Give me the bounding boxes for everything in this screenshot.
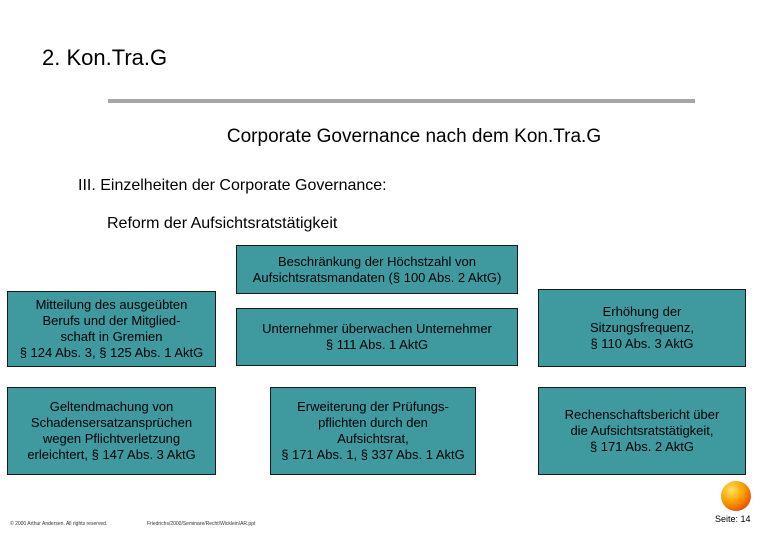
box-mitteilung-beruf	[7, 291, 216, 367]
box-unternehmer-ueberwachen	[236, 308, 518, 366]
box-pruefungspflichten-text: Erweiterung der Prüfungs- pflichten durch den Aufsichtsrat, § 171 Abs. 1, § 337 Abs. 1 AktG	[281, 399, 465, 462]
topic-heading: Reform der Aufsichtsratstätigkeit	[107, 215, 338, 232]
slide-subtitle: Corporate Governance nach dem Kon.Tra.G	[226, 126, 602, 147]
orange-sphere-logo	[721, 481, 751, 511]
box-schadensersatz	[7, 387, 216, 475]
box-mitteilung-beruf-text: Mitteilung des ausgeübten Berufs und der Mitglied- schaft in Gremien § 124 Abs. 3, § 125 Abs. 1 AktG	[19, 297, 204, 360]
box-sitzungsfrequenz	[538, 289, 746, 367]
box-rechenschaftsbericht-text: Rechenschaftsbericht über die Aufsichtsratstätigkeit, § 171 Abs. 2 AktG	[564, 407, 720, 454]
box-sitzungsfrequenz-text: Erhöhung der Sitzungsfrequenz, § 110 Abs. 3 AktG	[589, 304, 695, 351]
footer-copyright: © 2000 Arthur Andersen. All rights reserved.	[10, 521, 108, 527]
page-number: Seite: 14	[715, 514, 751, 524]
slide-title: 2. Kon.Tra.G	[42, 45, 168, 70]
section-heading: III. Einzelheiten der Corporate Governance:	[78, 177, 387, 194]
box-unternehmer-ueberwachen-text: Unternehmer überwachen Unternehmer § 111 Abs. 1 AktG	[262, 321, 492, 352]
box-hoechstzahl-mandate	[236, 245, 518, 294]
box-hoechstzahl-mandate-text: Beschränkung der Höchstzahl von Aufsichtsratsmandaten (§ 100 Abs. 2 AktG)	[252, 253, 502, 285]
footer-file-path: Friedrichs/2000/Seminare/Recht/Wicklein/AR.ppt	[147, 521, 256, 527]
box-pruefungspflichten	[270, 387, 476, 475]
box-schadensersatz-text: Geltendmachung von Schadensersatzansprüchen wegen Pflichtverletzung erleichtert, § 147 Abs. 3 AktG	[27, 399, 196, 462]
box-rechenschaftsbericht	[538, 387, 746, 475]
title-divider	[108, 99, 695, 103]
